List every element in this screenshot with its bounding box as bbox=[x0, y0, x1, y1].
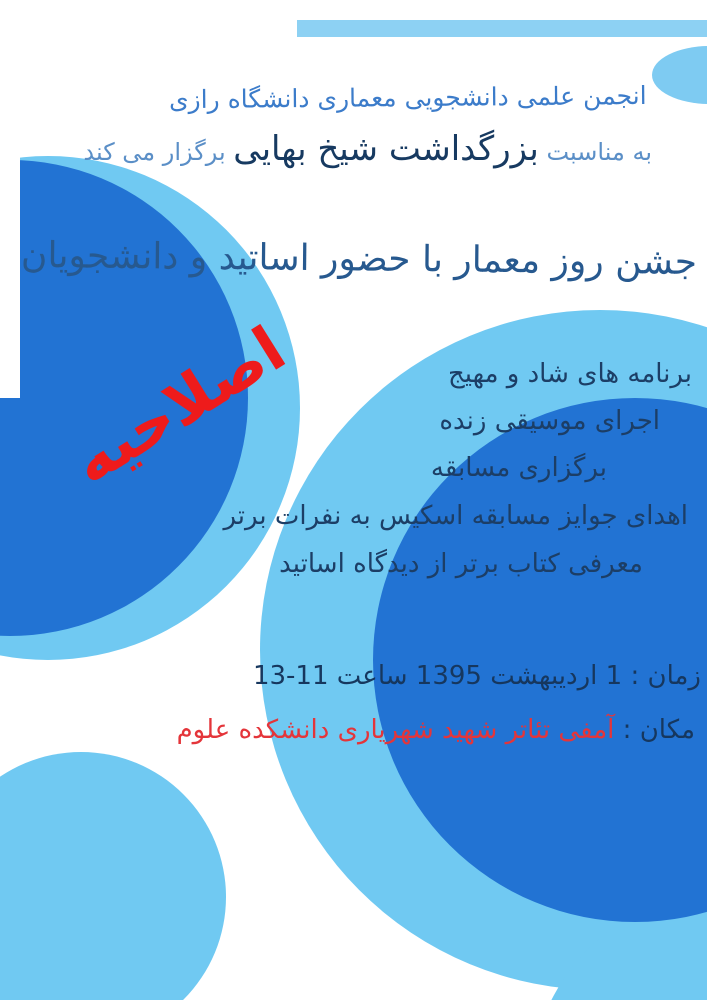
program-item: اجرای موسیقی زنده bbox=[439, 406, 660, 436]
program-item: معرفی کتاب برتر از دیدگاه اساتید bbox=[279, 549, 643, 579]
program-item: برگزاری مسابقه bbox=[430, 453, 607, 483]
occasion-highlight: بزرگداشت شیخ بهایی bbox=[233, 129, 539, 169]
left-edge-white-mask bbox=[0, 0, 20, 398]
top-bar-decoration bbox=[297, 20, 707, 37]
association-line: انجمن علمی دانشجویی معماری دانشگاه رازی bbox=[169, 81, 648, 115]
top-right-blob-decoration bbox=[652, 46, 707, 104]
time-label: زمان : bbox=[622, 661, 701, 691]
location-label: مکان : bbox=[614, 715, 695, 745]
location-line bbox=[177, 714, 695, 747]
location-value: آمفی تئاتر شهید شهریاری دانشکده علوم bbox=[176, 715, 615, 745]
time-line bbox=[253, 660, 701, 693]
poster-title: جشن روز معمار با حضور اساتید و دانشجویان bbox=[20, 234, 698, 283]
bottom-left-light-circle-decoration bbox=[0, 752, 226, 1000]
occasion-line bbox=[83, 128, 652, 171]
program-item: برنامه های شاد و مهیج bbox=[447, 359, 692, 389]
occasion-suffix: برگزار می کند bbox=[83, 138, 234, 166]
time-value: 1 اردیبهشت 1395 ساعت 11-13 bbox=[252, 661, 623, 691]
occasion-prefix: به مناسبت bbox=[538, 138, 652, 166]
program-item: اهدای جوایز مسابقه اسکیس به نفرات برتر bbox=[223, 501, 688, 531]
correction-stamp: اصلاحیه bbox=[58, 311, 298, 499]
